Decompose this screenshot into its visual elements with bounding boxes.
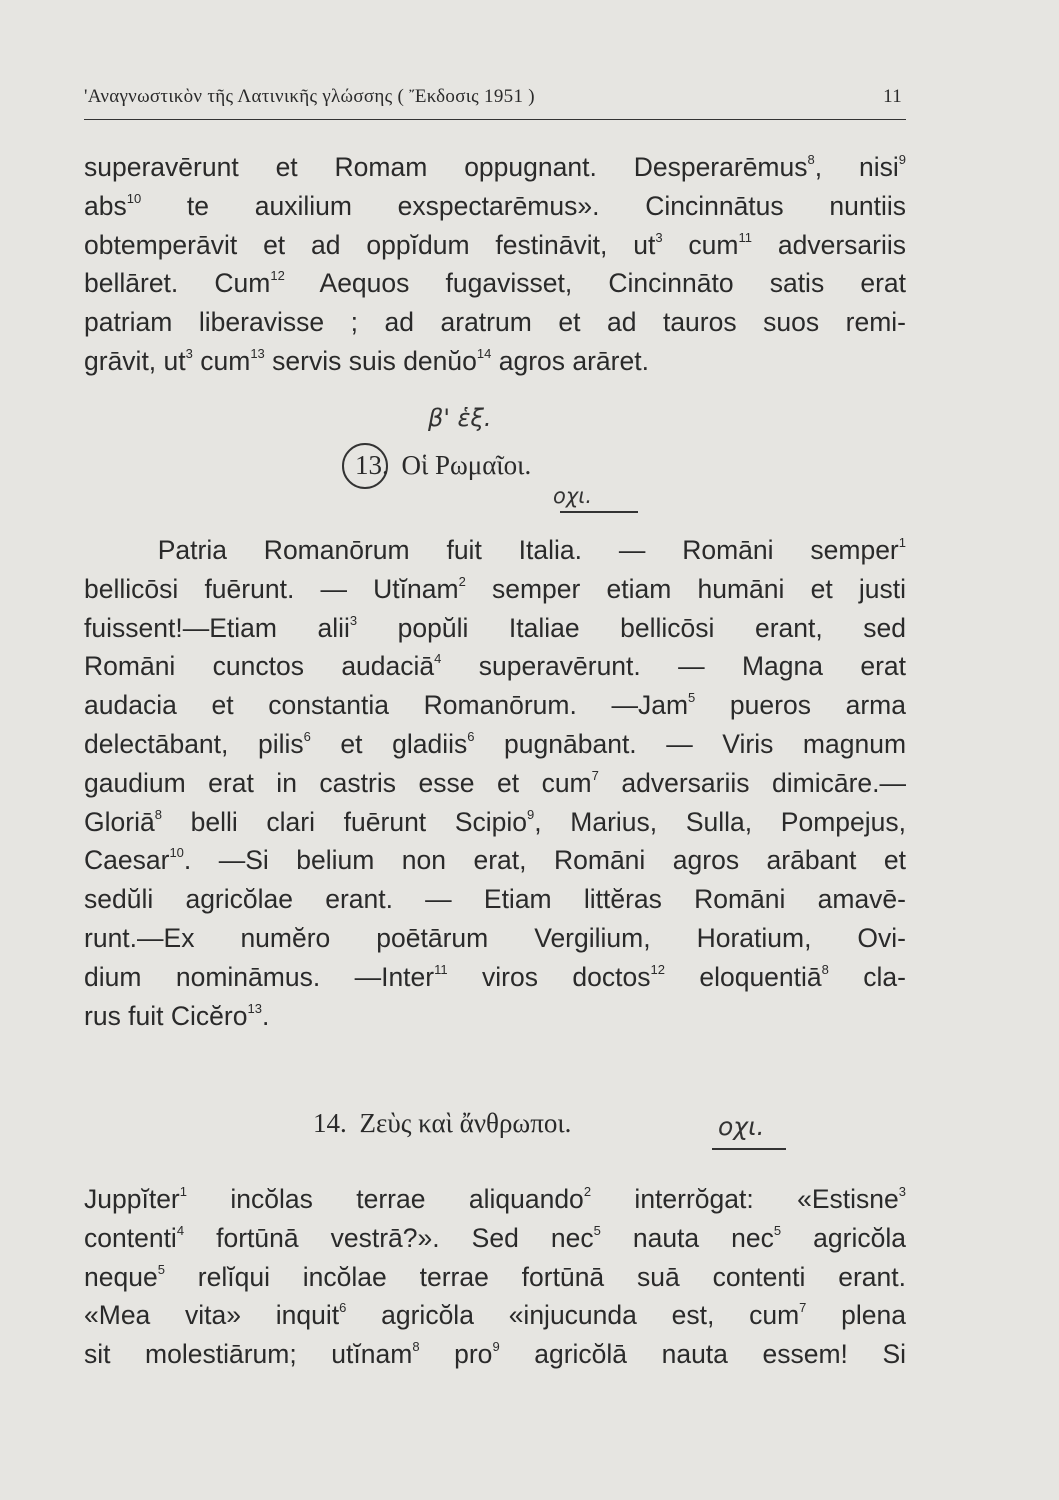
text-line: bellicōsi fuērunt. — Utĭnam$^2$ semper etiam humāni et justi [84,573,906,604]
text-line: fuissent!—Etiam alii$^3$ popŭli Italiae bellicōsi erant, sed [84,612,906,643]
text-line: sit molestiārum; utĭnam$^8$ pro$^9$ agricŏlā nauta essem! Si [84,1339,907,1370]
text-line: Romāni cunctos audaciā$^4$ superavērunt. — Magna erat [84,651,906,682]
running-head [84,86,904,116]
text-line: gaudium erat in castris esse et cum$^7$ adversariis dimicāre.— [84,767,906,798]
text-line: Patria Romanōrum fuit Italia. — Romāni semper$^1$ [157,535,906,565]
text-line: delectābant, pilis$^6$ et gladiis$^6$ pugnābant. — Viris magnum [84,728,907,759]
lesson-13-number: 13. [355,450,389,480]
text-line: rus fuit Cicĕro$^{13}$. [84,1000,270,1031]
lesson-13-title: Οἱ Ρωμαῖοι. [401,450,532,480]
text-line: «Mea vita» inquit$^6$ agricŏla «injucunda est, cum$^7$ plena [84,1300,907,1331]
lesson-14-title: Ζεὺς καὶ ἄνθρωποι. [359,1108,572,1138]
handwritten-underline [712,1148,786,1150]
text-line: abs$^{10}$ te auxilium exspectarēmus». Cincinnātus nuntiis [84,190,906,221]
handwritten-note-14: οχι. [718,1112,765,1141]
text-line: bellāret. Cum$^{12}$ Aequos fugavisset, Cincinnāto satis erat [84,268,906,299]
text-line: dium nomināmus. —Inter$^{11}$ viros doctos$^{12}$ eloquentiā$^8$ cla- [84,961,906,992]
text-line: Caesar$^{10}$. —Si belium non erat, Romāni agros arābant et [84,845,906,876]
text-line: neque$^5$ relĭqui incŏlae terrae fortūnā suā contenti erant. [84,1261,906,1292]
handwritten-annotation: β' ἑξ. [428,404,492,432]
handwritten-note-13: οχι. [553,484,593,508]
text-line: obtemperāvit et ad oppĭdum festināvit, $ut^3$ cum$^{11}$ adversariis [84,229,906,260]
text-line: Juppĭter$^1$ incŏlas terrae aliquando$^2$ interrŏgat: «Estisne$^3$ [84,1184,906,1214]
lesson-13-heading [355,450,531,481]
page-number: 11 [883,86,902,107]
text-line: runt.—Ex numĕro poētārum Vergilium, Horatium, Ovi- [84,922,906,953]
header-rule [84,119,906,120]
lesson-13-text [84,531,906,1035]
text-line: contenti$^4$ fortūnā vestrā?». Sed nec$^5$ nauta nec$^5$ agricŏla [84,1222,906,1253]
lesson-14-number: 14. [313,1108,347,1138]
text-line: audacia et constantia Romanōrum. —Jam$^5$ pueros arma [84,690,906,721]
lesson-14-text [84,1180,906,1374]
handwritten-underline [560,511,638,513]
text-line: patriam liberavisse ; ad aratrum et ad tauros suos remi- [84,307,906,338]
top-paragraph [84,148,906,381]
text-line: grāvit, $ut^3$ cum$^{13}$ servis suis denŭo$^{14}$ agros arāret. [84,345,649,376]
lesson-14-heading [313,1108,571,1139]
text-line: superavērunt et Romam oppugnant. Desperarēmus$^8$, nisi$^9$ [84,152,906,182]
text-line: sedŭli agricŏlae erant. — Etiam littĕras Romāni amavē- [84,884,906,915]
text-line: Gloriā$^8$ belli clari fuērunt Scipio$^9$, Marius, Sulla, Pompejus, [84,806,906,837]
running-head-title: 'Αναγνωστικὸν τῆς Λατινικῆς γλώσσης ( Ἔκδοσις 1951 ) [84,86,535,107]
